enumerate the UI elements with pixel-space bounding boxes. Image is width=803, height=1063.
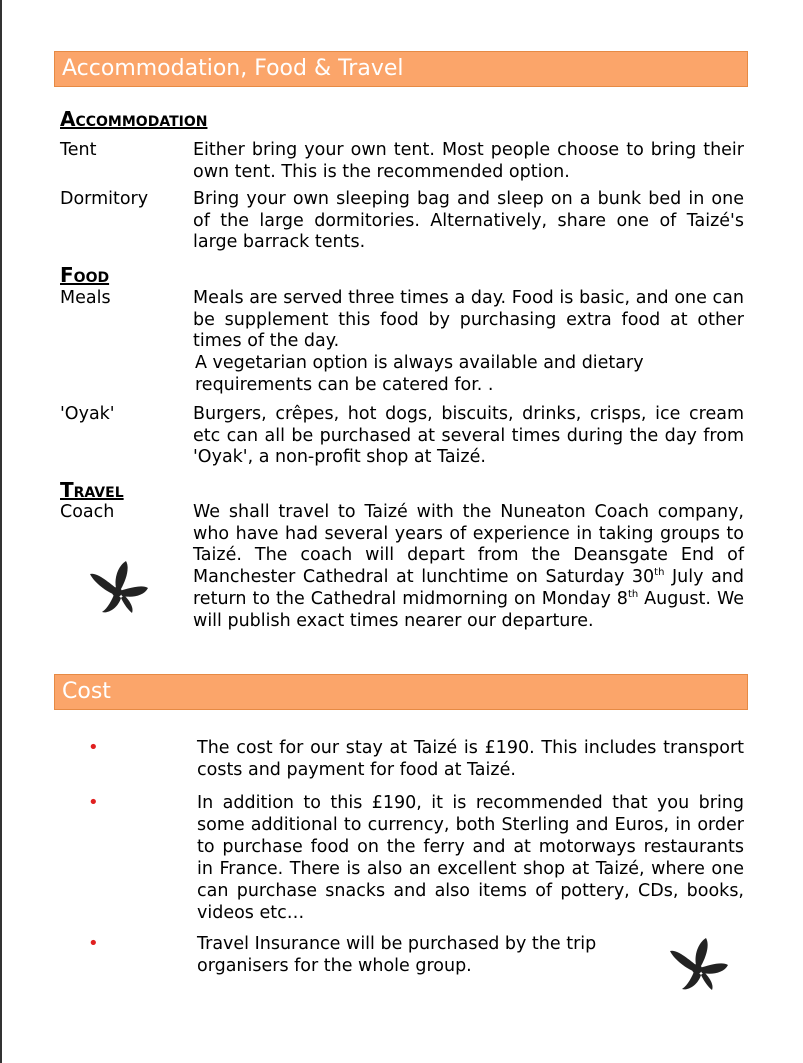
desc-coach: We shall travel to Taizé with the Nuneaton Coach company, who have had several years of experience in taking groups to Taizé. The coach will depart from the Deansgate End of Manchester Cathedral at lunchtime on Saturday 30th July and return to the Cathedral midmorning on Monday 8th August. We will publish exact times nearer our departure. bbox=[193, 502, 744, 631]
page-edge-rule bbox=[0, 0, 2, 1063]
taize-dove-logo bbox=[86, 558, 152, 616]
desc-oyak: Burgers, crêpes, hot dogs, biscuits, drinks, crisps, ice cream etc can all be purchased at several times during the day from 'Oyak', a non-profit shop at Taizé. bbox=[193, 404, 744, 468]
bullet-dot: • bbox=[88, 933, 99, 954]
heading-accommodation: Accommodation bbox=[60, 107, 208, 131]
term-meals: Meals bbox=[60, 288, 111, 308]
section-banner-accommodation-food-travel: Accommodation, Food & Travel bbox=[54, 51, 748, 87]
taize-dove-logo bbox=[666, 935, 732, 993]
section-banner-cost: Cost bbox=[54, 674, 748, 710]
heading-travel: Travel bbox=[60, 478, 124, 502]
term-oyak: 'Oyak' bbox=[60, 404, 115, 424]
meals-vegetarian-note: A vegetarian option is always available and dietary requirements can be catered for. . bbox=[195, 353, 644, 395]
desc-meals: Meals are served three times a day. Food is basic, and one can be supplement this food by purchasing extra food at other times of the day. A vegetarian option is always available and dietary requirements can be catered for. . bbox=[193, 288, 744, 395]
bullet-dot: • bbox=[88, 737, 99, 758]
desc-tent: Either bring your own tent. Most people choose to bring their own tent. This is the recommended option. bbox=[193, 140, 744, 182]
bullet-dot: • bbox=[88, 792, 99, 813]
heading-food: Food bbox=[60, 263, 110, 287]
term-coach: Coach bbox=[60, 502, 115, 522]
term-tent: Tent bbox=[60, 140, 97, 160]
term-dormitory: Dormitory bbox=[60, 189, 149, 209]
desc-dormitory: Bring your own sleeping bag and sleep on a bunk bed in one of the large dormitories. Alternatively, share one of Taizé's large barrack tents. bbox=[193, 189, 744, 253]
